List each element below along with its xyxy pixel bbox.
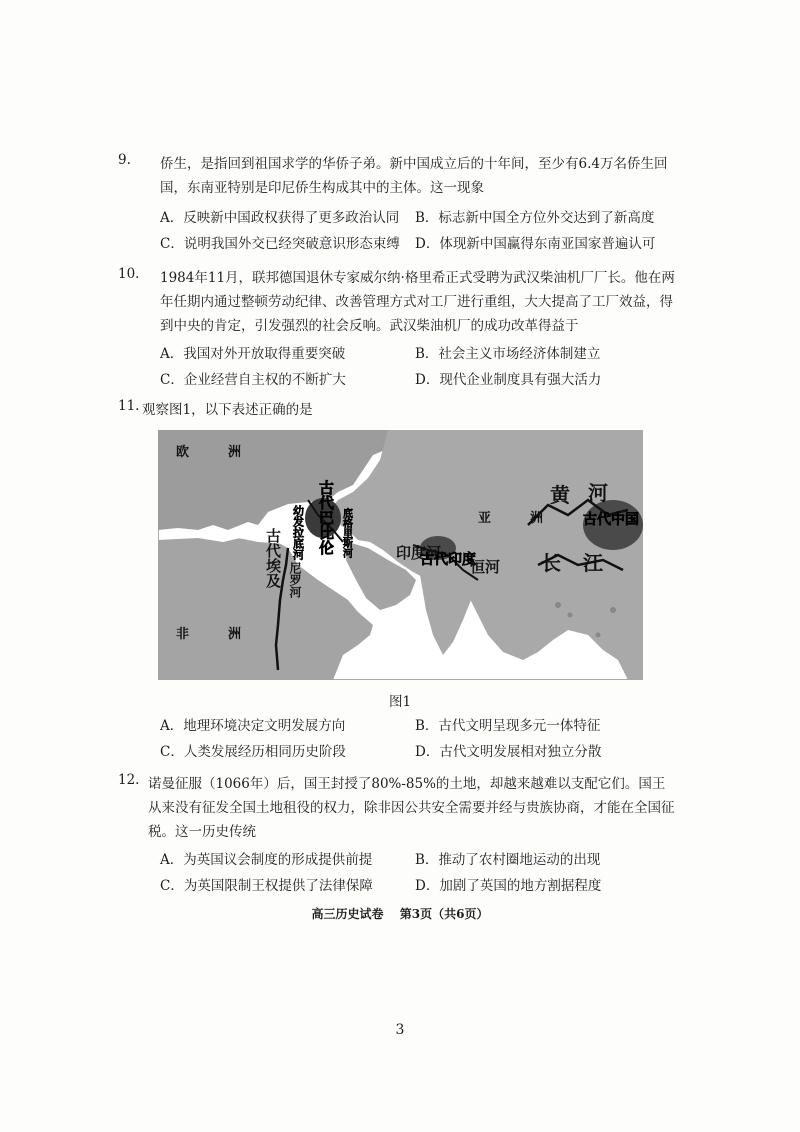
question-11-number: 11. bbox=[118, 398, 140, 414]
label-indus: 印度河 bbox=[396, 544, 442, 562]
question-9-options bbox=[160, 206, 680, 258]
label-asia-1: 亚 bbox=[478, 511, 492, 526]
label-china: 古代中国 bbox=[583, 512, 639, 528]
q10-option-b[interactable]: B．社会主义市场经济体制建立 bbox=[415, 346, 601, 362]
question-11-stem: 观察图1，以下表述正确的是 bbox=[142, 402, 313, 418]
page-footer bbox=[0, 905, 800, 922]
label-europe-1: 欧 bbox=[176, 445, 190, 460]
question-11-options bbox=[160, 714, 680, 766]
label-yellow-2: 河 bbox=[588, 481, 608, 505]
q10-option-d[interactable]: D．现代企业制度具有强大活力 bbox=[415, 372, 602, 388]
label-yangtze-1: 长 bbox=[541, 551, 561, 575]
label-tigris: 底格里斯河 bbox=[340, 508, 352, 558]
q11-option-c[interactable]: C．人类发展经历相同历史阶段 bbox=[160, 744, 346, 760]
question-9-stem: 侨生，是指回到祖国求学的华侨子弟。新中国成立后的十年间，至少有6.4万名侨生回国，东南亚特别是印尼侨生构成其中的主体。这一现象 bbox=[160, 156, 668, 196]
question-10-stem: 1984年11月，联邦德国退休专家威尔纳·格里希正式受聘为武汉柴油机厂厂长。他在两年任期内通过整顿劳动纪律、改善管理方式对工厂进行重组，大大提高了工厂效益，得到中央的肯定，引发强烈的社会反响。武汉柴油机厂的成功改革得益于 bbox=[160, 270, 675, 334]
island bbox=[596, 633, 601, 638]
label-india: 古代印度 bbox=[420, 552, 476, 568]
label-europe-2: 洲 bbox=[228, 445, 242, 460]
label-africa-2: 洲 bbox=[228, 627, 242, 642]
q11-option-d[interactable]: D．古代文明发展相对独立分散 bbox=[415, 744, 602, 760]
island bbox=[610, 607, 616, 613]
question-10-number: 10. bbox=[118, 266, 140, 282]
label-egypt: 古代埃及 bbox=[264, 528, 282, 588]
island bbox=[568, 613, 573, 618]
q12-option-c[interactable]: C．为英国限制王权提供了法律保障 bbox=[160, 878, 373, 894]
question-12-number: 12. bbox=[118, 772, 140, 788]
q11-option-b[interactable]: B．古代文明呈现多元一体特征 bbox=[415, 718, 601, 734]
question-12-stem: 诺曼征服（1066年）后，国王封授了80%-85%的土地，却越来越难以支配它们。国王从来没有征发全国土地租役的权力，除非因公共安全需要并经与贵族协商，才能在全国征税。这一历史传统 bbox=[148, 776, 675, 840]
label-euphrates: 幼发拉底河 bbox=[291, 505, 305, 560]
footer-page: 第3页（共6页） bbox=[399, 907, 489, 921]
q11-option-a[interactable]: A．地理环境决定文明发展方向 bbox=[160, 718, 346, 734]
q12-option-d[interactable]: D．加剧了英国的地方割据程度 bbox=[415, 878, 602, 894]
q9-option-a[interactable]: A．反映新中国政权获得了更多政治认同 bbox=[160, 210, 400, 226]
figure-caption: 图1 bbox=[388, 694, 412, 710]
q9-option-d[interactable]: D．体现新中国赢得东南亚国家普遍认可 bbox=[415, 236, 656, 252]
q9-option-b[interactable]: B．标志新中国全方位外交达到了新高度 bbox=[415, 210, 655, 226]
label-yellow-1: 黄 bbox=[550, 483, 570, 507]
label-babylon: 古代巴比伦 bbox=[317, 480, 335, 555]
question-9-number: 9. bbox=[118, 152, 131, 168]
label-ganges: 恒河 bbox=[470, 558, 501, 576]
question-10-options bbox=[160, 342, 680, 394]
q10-option-c[interactable]: C．企业经营自主权的不断扩大 bbox=[160, 372, 346, 388]
footer-title: 高三历史试卷 bbox=[311, 907, 384, 921]
island bbox=[555, 602, 561, 608]
q12-option-a[interactable]: A．为英国议会制度的形成提供前提 bbox=[160, 852, 373, 868]
label-nile: 尼罗河 bbox=[288, 562, 302, 598]
page-number: 3 bbox=[395, 1022, 405, 1038]
ancient-civilizations-map bbox=[158, 430, 643, 680]
label-yangtze-2: 江 bbox=[583, 551, 603, 575]
label-asia-2: 洲 bbox=[530, 511, 544, 526]
q9-option-c[interactable]: C．说明我国外交已经突破意识形态束缚 bbox=[160, 236, 400, 252]
question-12-options bbox=[160, 848, 680, 900]
q10-option-a[interactable]: A．我国对外开放取得重要突破 bbox=[160, 346, 346, 362]
label-africa-1: 非 bbox=[176, 627, 190, 642]
q12-option-b[interactable]: B．推动了农村圈地运动的出现 bbox=[415, 852, 601, 868]
